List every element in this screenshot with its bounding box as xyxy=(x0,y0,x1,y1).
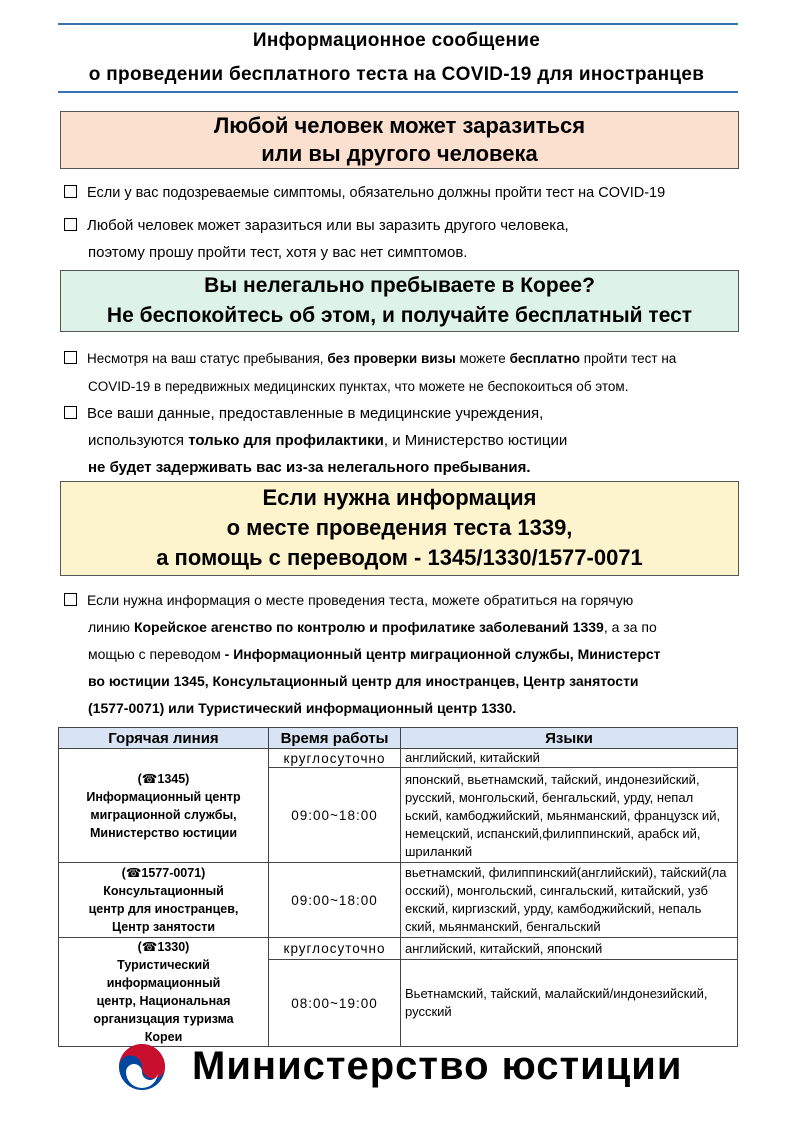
banner-hotlines-line1: Если нужна информация xyxy=(262,485,537,510)
header-title: Информационное сообщение xyxy=(252,30,541,51)
hotline-1345-cell xyxy=(59,749,269,863)
phone-number: (☎1577-0071) xyxy=(121,866,206,880)
table-row xyxy=(59,938,738,960)
data-privacy-item: Все ваши данные, предоставленные в медицинские учреждения, используются только для профилактики, и Министерство юстиции не будет задерживать вас из-за нелегального пребывания. xyxy=(64,400,567,481)
ministry-logo-icon xyxy=(117,1042,167,1092)
header-bottom-rule xyxy=(58,91,738,93)
banner-illegal-stay xyxy=(60,270,739,332)
languages-cell: вьетнамский, филиппинский(английский), тайский(ла осский), монгольский, сингальский, китайский, узб екский, киргизский, урду, камбоджийский, непаль ский, мьянманский, бенгальский xyxy=(401,863,738,938)
checkbox-icon xyxy=(64,351,77,364)
hotline-info-item: Если нужна информация о месте проведения теста, можете обратиться на горячую линию Корейское агенство по контролю и профилатике заболеваний 1339, а за по мощью с переводом - Информационный центр миграционной службы, Министерст во юстиции 1345, Консультационный центр для иностранцев, Центр занятости (1577-0071) или Туристический информационный центр 1330. xyxy=(64,587,661,722)
checkbox-icon xyxy=(64,406,77,419)
header-subtitle: о проведении бесплатного теста на COVID-19 для иностранцев xyxy=(88,64,705,85)
hotline-1330-cell xyxy=(59,938,269,1047)
hotline-1577-cell xyxy=(59,863,269,938)
languages-cell: Вьетнамский, тайский, малайский/индонезийский, русский xyxy=(401,960,738,1047)
hours-cell: круглосуточно xyxy=(269,938,401,960)
hotline-table xyxy=(58,727,738,1047)
header-top-rule xyxy=(58,23,738,25)
table-header-hotline: Горячая линия xyxy=(59,728,269,749)
languages-cell: японский, вьетнамский, тайский, индонезийский, русский, монгольский, бенгальский, урду, непал ьский, камбоджийский, мьянманский, французск ий, немецский, испанский,филиппинский, арабск ий, шриланкий xyxy=(401,768,738,863)
hours-cell: 09:00~18:00 xyxy=(269,768,401,863)
checkbox-icon xyxy=(64,185,77,198)
banner-hotlines-line3: а помощь с переводом - 1345/1330/1577-0071 xyxy=(156,545,643,570)
no-visa-check-item: Несмотря на ваш статус пребывания, без проверки визы можете бесплатно пройти тест на COVID-19 в передвижных медицинских пунктах, что можете не беспокоиться об этом. xyxy=(64,345,676,401)
org-name: Консультационный центр для иностранцев, Центр занятости xyxy=(88,884,239,934)
hours-cell: 08:00~19:00 xyxy=(269,960,401,1047)
org-name: Туристический информационный центр, Национальная организцация туризма Кореи xyxy=(93,958,234,1044)
table-header-languages: Языки xyxy=(401,728,738,749)
no-symptom-item: Любой человек может заразиться или вы заразить другого человека, поэтому прошу пройти тест, хотя у вас нет симптомов. xyxy=(64,212,569,266)
banner-infection xyxy=(60,111,739,169)
banner-infection-line1: Любой человек может заразиться xyxy=(213,113,586,138)
languages-cell: английский, китайский xyxy=(401,749,738,768)
banner-hotlines xyxy=(60,481,739,576)
symptom-item: Если у вас подозреваемые симптомы, обязательно должны пройти тест на COVID-19 xyxy=(64,180,665,207)
phone-number: (☎1330) xyxy=(137,940,190,954)
ministry-name: Министерство юстиции xyxy=(192,1044,683,1088)
banner-illegal-stay-line1: Вы нелегально пребываете в Корее? xyxy=(204,274,595,297)
table-row xyxy=(59,863,738,938)
table-header-row xyxy=(59,728,738,749)
checkbox-icon xyxy=(64,593,77,606)
table-header-hours: Время работы xyxy=(269,728,401,749)
org-name: Информационный центр миграционной службы, Министерство юстиции xyxy=(86,789,241,840)
hours-cell: 09:00~18:00 xyxy=(269,863,401,938)
banner-infection-line2: или вы другого человека xyxy=(261,141,538,166)
phone-number: (☎1345) xyxy=(137,771,190,786)
languages-cell: английский, китайский, японский xyxy=(401,938,738,960)
hours-cell: круглосуточно xyxy=(269,749,401,768)
table-row xyxy=(59,749,738,768)
banner-illegal-stay-line2: Не беспокойтесь об этом, и получайте бесплатный тест xyxy=(106,304,693,327)
checkbox-icon xyxy=(64,218,77,231)
banner-hotlines-line2: о месте проведения теста 1339, xyxy=(226,515,573,540)
